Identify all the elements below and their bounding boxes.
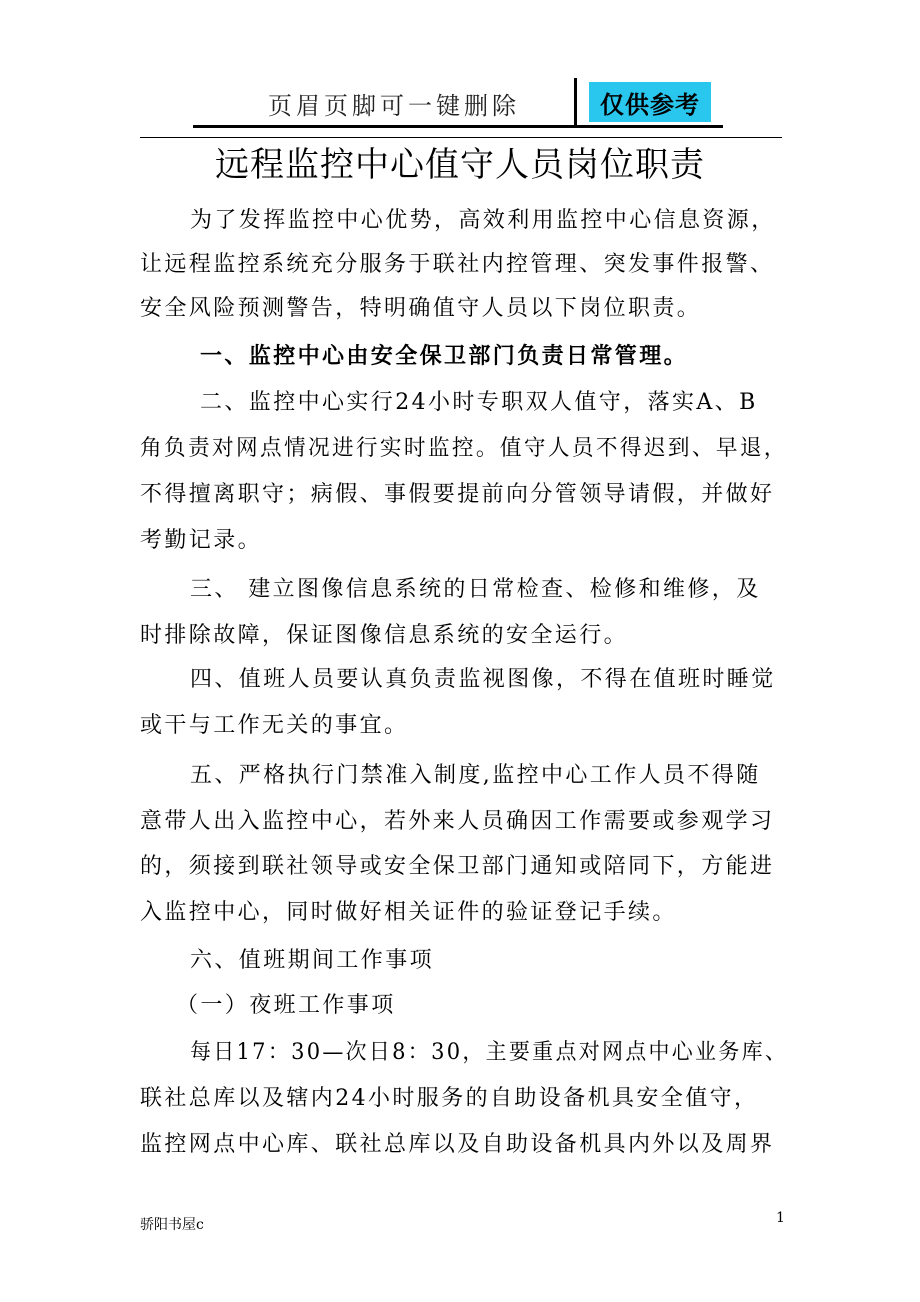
body-line: 六、值班期间工作事项 [190,948,435,973]
body-line: 监控网点中心库、联社总库以及自助设备机具内外以及周界 [140,1132,775,1157]
header-text: 页眉页脚可一键删除 [268,92,520,120]
body-line: 一、监控中心由安全保卫部门负责日常管理。 [200,343,689,369]
body-line: 角负责对网点情况进行实时监控。值守人员不得迟到、早退， [140,436,788,461]
footer-text: 骄阳书屋c [140,1217,204,1233]
body-line: 三、 建立图像信息系统的日常检查、检修和维修，及 [190,577,761,602]
document-title: 远程监控中心值守人员岗位职责 [215,145,705,185]
body-line: 联社总库以及辖内24小时服务的自助设备机具安全值守， [140,1086,759,1111]
body-line: 四、值班人员要认真负责监视图像，不得在值班时睡觉 [190,667,776,692]
body-line: 的，须接到联社领导或安全保卫部门通知或陪同下，方能进 [140,854,775,879]
header-rule-thick [193,125,723,128]
body-line: 让远程监控系统充分服务于联社内控管理、突发事件报警、 [140,252,775,277]
body-line: （一）夜班工作事项 [176,993,396,1018]
page-number: 1 [776,1210,785,1226]
body-line: 为了发挥监控中心优势，高效利用监控中心信息资源， [190,208,776,233]
badge-label: 仅供参考 [600,90,700,119]
body-line: 入监控中心，同时做好相关证件的验证登记手续。 [140,900,677,925]
header-divider [574,78,577,128]
body-line: 不得擅离职守；病假、事假要提前向分管领导请假，并做好 [140,482,775,507]
body-line: 安全风险预测警告，特明确值守人员以下岗位职责。 [140,296,702,321]
body-line: 考勤记录。 [140,528,263,553]
reference-badge [589,82,711,122]
body-line: 二、监控中心实行24小时专职双人值守，落实A、B [200,390,758,415]
body-line: 每日17：30—次日8：30，主要重点对网点中心业务库、 [190,1040,789,1065]
body-line: 时排除故障，保证图像信息系统的安全运行。 [140,623,629,648]
body-line: 或干与工作无关的事宜。 [140,713,409,738]
body-line: 五、严格执行门禁准入制度,监控中心工作人员不得随 [190,763,761,788]
body-line: 意带人出入监控中心，若外来人员确因工作需要或参观学习 [140,809,775,834]
header-rule-thin [140,137,782,138]
